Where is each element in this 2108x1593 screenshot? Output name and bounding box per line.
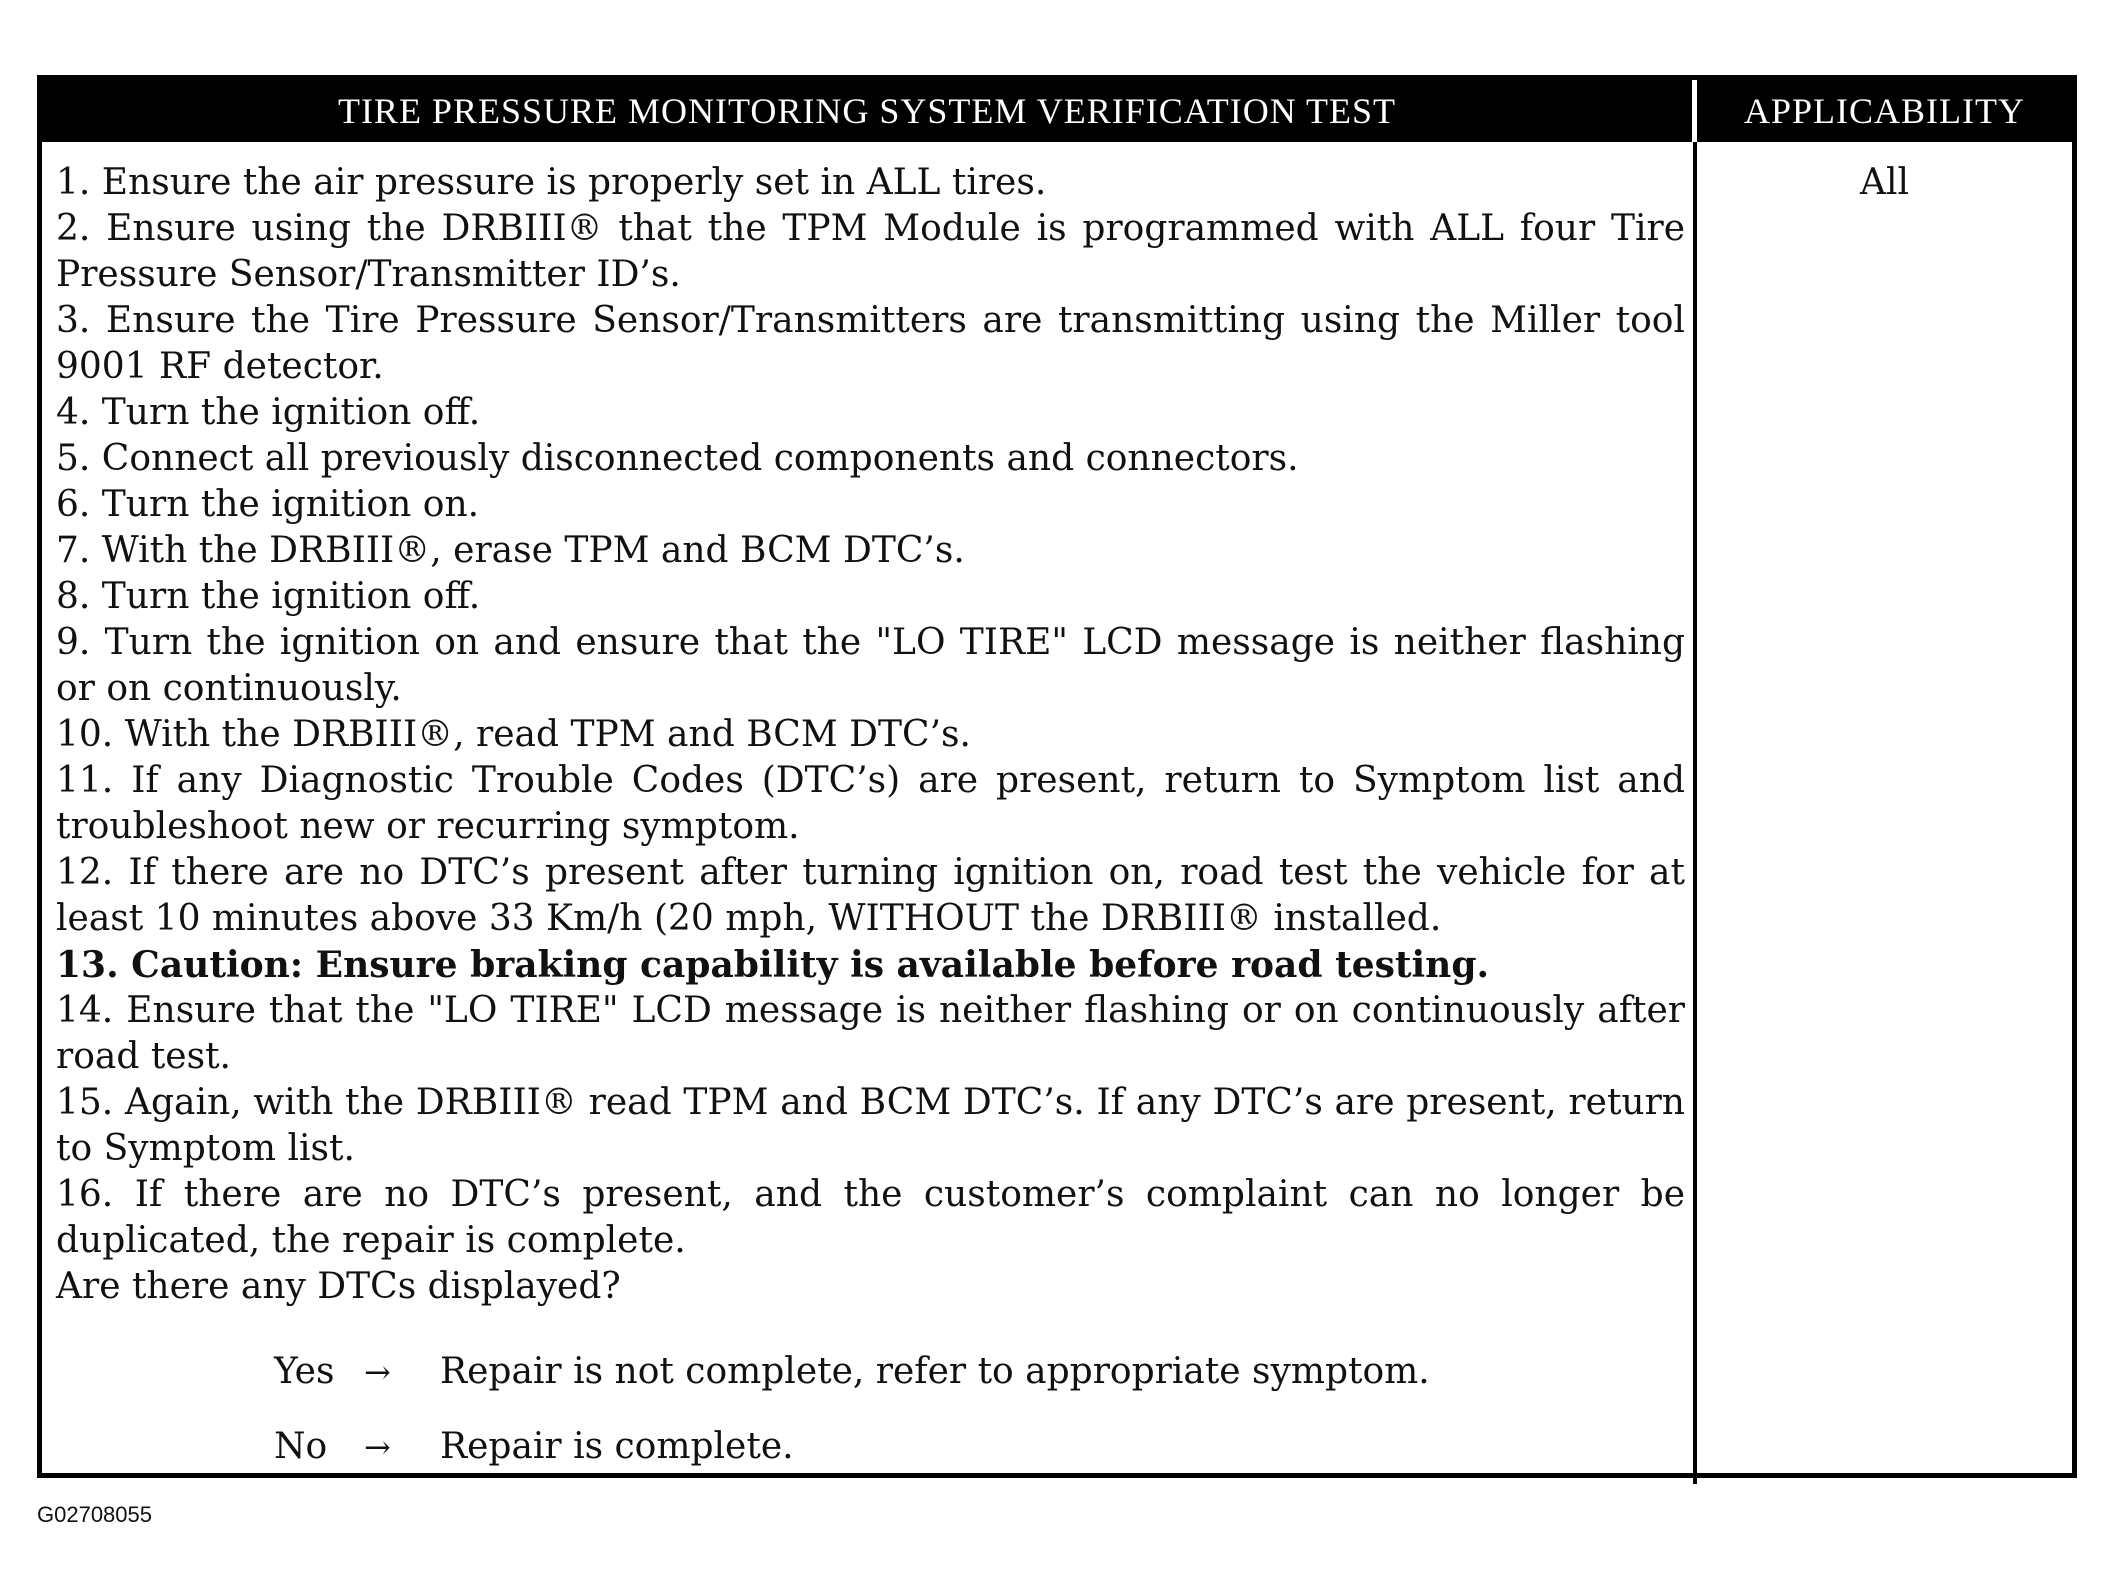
step-13-caution: 13. Caution: Ensure braking capability is available before road testing.	[56, 944, 1490, 986]
right-arrow-icon: →	[364, 1427, 391, 1466]
answer-no-text: Repair is complete.	[440, 1425, 794, 1467]
answer-no-label: No	[274, 1425, 328, 1467]
step-1: 1. Ensure the air pressure is properly set in ALL tires.	[56, 162, 1047, 203]
table-header-title: TIRE PRESSURE MONITORING SYSTEM VERIFICATION TEST	[42, 80, 1697, 142]
step-16: 16. If there are no DTC’s present, and the customer’s complaint can no longer be duplicated, the repair is complete.	[56, 1174, 1685, 1261]
verification-test-table	[37, 75, 2077, 1478]
answer-yes-text: Repair is not complete, refer to appropriate symptom.	[440, 1350, 1430, 1392]
question-text: Are there any DTCs displayed?	[56, 1266, 621, 1307]
step-5: 5. Connect all previously disconnected components and connectors.	[56, 438, 1299, 479]
step-7: 7. With the DRBIII®, erase TPM and BCM DTC’s.	[56, 530, 965, 571]
table-header-applicability: APPLICABILITY	[1697, 80, 2072, 142]
step-6: 6. Turn the ignition on.	[56, 484, 480, 525]
step-11: 11. If any Diagnostic Trouble Codes (DTC’s) are present, return to Symptom list and troubleshoot new or recurring symptom.	[56, 760, 1685, 847]
step-15: 15. Again, with the DRBIII® read TPM and BCM DTC’s. If any DTC’s are present, return to Symptom list.	[56, 1082, 1685, 1169]
step-3: 3. Ensure the Tire Pressure Sensor/Transmitters are transmitting using the Miller tool 9001 RF detector.	[56, 300, 1685, 387]
answer-no	[56, 1409, 1685, 1484]
step-14: 14. Ensure that the "LO TIRE" LCD message is neither flashing or on continuously after road test.	[56, 990, 1685, 1077]
applicability-cell: All	[1859, 162, 1910, 203]
figure-id: G02708055	[37, 1502, 152, 1527]
step-4: 4. Turn the ignition off.	[56, 392, 481, 433]
answer-yes	[56, 1334, 1685, 1409]
answer-yes-label: Yes	[274, 1350, 335, 1392]
test-steps-cell	[42, 142, 1697, 1484]
step-8: 8. Turn the ignition off.	[56, 576, 481, 617]
step-9: 9. Turn the ignition on and ensure that the "LO TIRE" LCD message is neither flashing or on continuously.	[56, 622, 1685, 709]
right-arrow-icon: →	[364, 1352, 391, 1391]
step-12: 12. If there are no DTC’s present after turning ignition on, road test the vehicle for at least 10 minutes above 33 Km/h (20 mph, WITHOUT the DRBIII® installed.	[56, 852, 1685, 939]
step-2: 2. Ensure using the DRBIII® that the TPM Module is programmed with ALL four Tire Pressure Sensor/Transmitter ID’s.	[56, 208, 1685, 295]
step-10: 10. With the DRBIII®, read TPM and BCM DTC’s.	[56, 714, 971, 755]
